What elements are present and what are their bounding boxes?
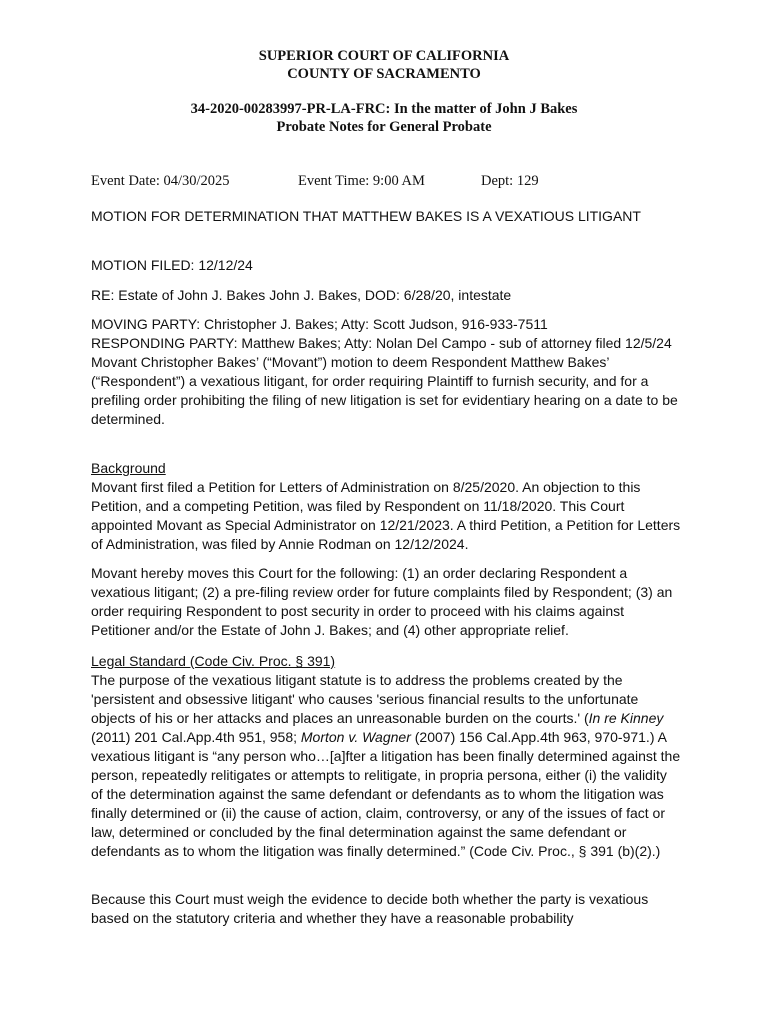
motion-title	[91, 207, 681, 226]
motion-title-text: MOTION FOR DETERMINATION THAT MATTHEW BAKES IS A VEXATIOUS LITIGANT	[91, 208, 641, 224]
parties-block	[91, 315, 681, 429]
county-name: COUNTY OF SACRAMENTO	[287, 66, 481, 82]
event-info-row	[91, 171, 691, 191]
legal-standard-heading: Legal Standard (Code Civ. Proc. § 391)	[91, 653, 336, 669]
event-time: Event Time: 9:00 AM	[298, 173, 425, 189]
moving-party: MOVING PARTY: Christopher J. Bakes; Atty: Scott Judson, 916-933-7511	[91, 316, 548, 332]
legal-text-b: (2011) 201 Cal.App.4th 951, 958;	[91, 729, 301, 745]
notes-title: Probate Notes for General Probate	[276, 119, 492, 135]
legal-text-a: The purpose of the vexatious litigant statute is to address the problems created by the 'persistent and obsessive litigant' who causes 'serious financial results to the unfortunate objects of his or her attacks and places an unreasonable burden on the courts.' (	[91, 672, 639, 726]
motion-re	[91, 286, 681, 305]
responding-party: RESPONDING PARTY: Matthew Bakes; Atty: Nolan Del Campo - sub of attorney filed 12/5/24	[91, 335, 672, 351]
motion-filed-text: MOTION FILED: 12/12/24	[91, 257, 253, 273]
motion-summary: Movant Christopher Bakes’ (“Movant”) motion to deem Respondent Matthew Bakes’ (“Respondent”) a vexatious litigant, for order requiring Plaintiff to furnish security, and for a prefiling order prohibiting the filing of new litigation is set for evidentiary hearing on a date to be determined.	[91, 354, 678, 427]
event-date: Event Date: 04/30/2025	[91, 173, 230, 189]
relief-paragraph	[91, 564, 681, 640]
legal-standard-paragraph	[91, 671, 681, 861]
court-name: SUPERIOR COURT OF CALIFORNIA	[258, 48, 510, 64]
final-paragraph-text: Because this Court must weigh the evidence to decide both whether the party is vexatious based on the statutory criteria and whether they have a reasonable probability	[91, 891, 649, 926]
event-dept: Dept: 129	[481, 173, 539, 189]
motion-filed	[91, 256, 681, 275]
background-paragraph-2: Movant hereby moves this Court for the following: (1) an order declaring Respondent a vexatious litigant; (2) a pre-filing review order for future complaints filed by Respondent; (3) an order requiring Respondent to post security in order to proceed with his claims against Petitioner and/or the Estate of John J. Bakes; and (4) other appropriate relief.	[91, 565, 673, 638]
background-section	[91, 459, 681, 554]
case-title: 34-2020-00283997-PR-LA-FRC: In the matter of John J Bakes	[190, 101, 578, 117]
case-citation-morton: Morton v. Wagner	[300, 729, 411, 745]
legal-standard-section	[91, 652, 681, 861]
case-citation-kinney: In re Kinney	[588, 710, 664, 726]
motion-re-text: RE: Estate of John J. Bakes John J. Bakes, DOD: 6/28/20, intestate	[91, 287, 512, 303]
final-paragraph	[91, 890, 681, 928]
legal-text-c: (2007) 156 Cal.App.4th 963, 970-971.) A vexatious litigant is “any person who…[a]fter a litigation has been finally determined against the person, repeatedly relitigates or attempts to relitigate, in propria persona, either (i) the validity of the determination against the same defendant or defendants as to whom the litigation was finally determined or (ii) the cause of action, claim, controversy, or any of the issues of fact or law, determined or concluded by the final determination against the same defendant or defendants as to whom the litigation was finally determined.” (Code Civ. Proc., § 391 (b)(2).)	[91, 729, 681, 859]
background-heading: Background	[91, 460, 166, 476]
background-paragraph-1: Movant first filed a Petition for Letters of Administration on 8/25/2020. An objection to this Petition, and a competing Petition, was filed by Respondent on 11/18/2020. This Court appointed Movant as Special Administrator on 12/21/2023. A third Petition, a Petition for Letters of Administration, was filed by Annie Rodman on 12/12/2024.	[91, 479, 681, 552]
